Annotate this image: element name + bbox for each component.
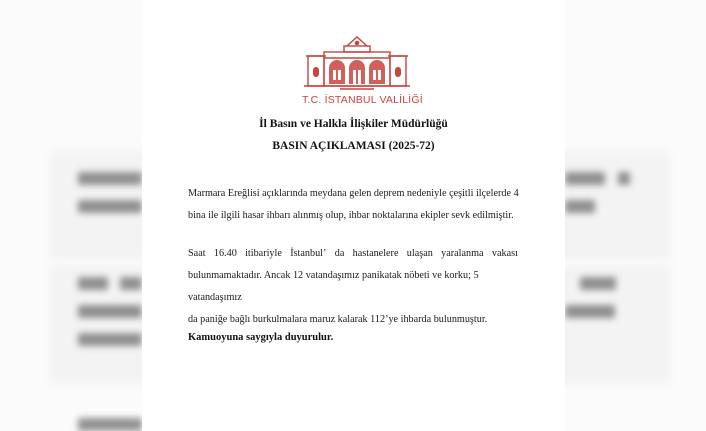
blurred-text-line: [565, 305, 615, 318]
blurred-text-line: [565, 172, 605, 185]
closing-statement: Kamuoyuna saygıyla duyurulur.: [188, 332, 334, 343]
press-release-title: BASIN AÇIKLAMASI (2025-72): [272, 140, 435, 152]
paragraph-damage-reports: [188, 183, 518, 227]
paragraph-line: bina ile ilgili hasar ihbarı alınmış olup, ihbar noktalarına ekipler sevk edilmiştir.: [188, 210, 514, 221]
word: itibariyle: [245, 248, 282, 259]
governorship-logo: [302, 34, 423, 106]
press-release-document: [142, 0, 565, 431]
paragraph-injury-reports: [188, 243, 518, 331]
word: 16.40: [213, 248, 237, 259]
word: ulaşan: [406, 248, 433, 259]
blurred-text-line: [618, 172, 630, 185]
word: da: [334, 248, 345, 259]
blurred-text-line: [78, 305, 142, 318]
logo-text: T.C. İSTANBUL VALİLİĞİ: [302, 94, 423, 106]
word: hastanelere: [352, 248, 399, 259]
blurred-text-line: [78, 200, 142, 213]
blurred-text-line: [580, 277, 616, 290]
word: Saat: [188, 248, 206, 259]
paragraph-line: Marmara Ereğlisi açıklarında meydana gelen deprem nedeniyle çeşitli ilçelerde 4: [188, 188, 519, 199]
department-heading: İl Basın ve Halkla İlişkiler Müdürlüğü: [259, 118, 448, 130]
paragraph-line: da paniğe bağlı burkulmalara maruz kalarak 112’ye ihbarda bulunmuştur.: [188, 314, 488, 325]
blurred-text-line: [565, 200, 595, 213]
blurred-text-line: [78, 418, 142, 431]
paragraph-line: bulunmamaktadır. Ancak 12 vatandaşımız panikatak nöbeti ve korku; 5 vatandaşımız: [188, 270, 479, 303]
word: İstanbul’: [290, 248, 327, 259]
paragraph-line-justified: [188, 243, 518, 265]
word: vakası: [491, 248, 518, 259]
istanbul-governorship-building-icon: [302, 34, 412, 92]
blurred-text-line: [120, 277, 142, 290]
blurred-text-line: [78, 333, 142, 346]
word: yaralanma: [441, 248, 484, 259]
blurred-text-line: [78, 277, 108, 290]
blurred-text-line: [78, 172, 142, 185]
